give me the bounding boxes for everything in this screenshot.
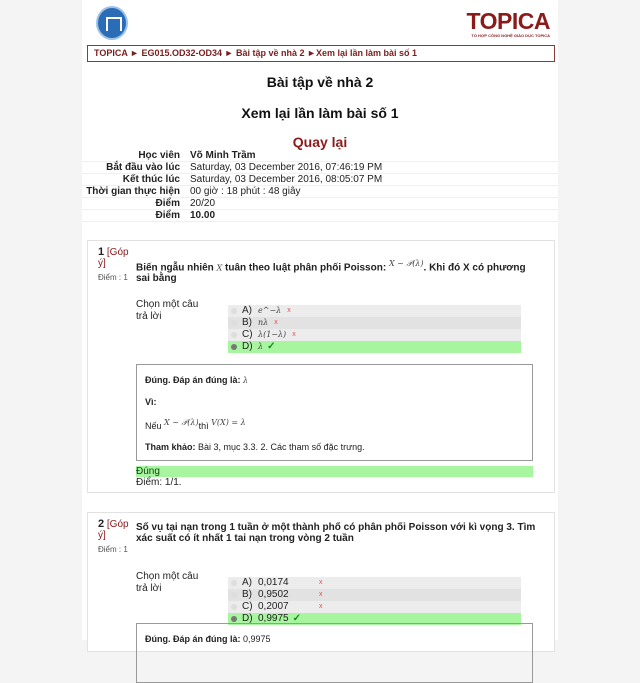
option-a[interactable]: A) e^−λ x — [228, 305, 521, 317]
question-1: 1 [Góp ý] Điểm : 1 Biến ngẫu nhiên X tuân theo luật phân phối Poisson: $^{X \sim 𝒫(\lambda)}$. Khi đó X có phương sai bằng Chọn một câu trả lời A) e^−λ x B) nλ x C) λ(1−λ) x D) λ ✓ Đúng. Đáp án đúng là: λ Vì: Nếu $^{X \sim 𝒫(\lambda)}$thì $^{V(X) = \lambda}$ Tham khảo: Bài 3, mục 3.3. 2. Các tham số đặc trưng. Đúng Điểm: 1/1. — [87, 240, 555, 493]
wrong-icon: x — [319, 603, 323, 610]
question-text: Số vụ tại nạn trong 1 tuần ở một thành phố có phân phối Poisson với kì vọng 3. Tìm xác suất có ít nhất 1 tai nạn trong vòng 2 tuần — [136, 522, 536, 544]
wrong-icon: x — [287, 307, 291, 314]
feedback-box: Đúng. Đáp án đúng là: λ Vì: Nếu $^{X \sim 𝒫(\lambda)}$thì $^{V(X) = \lambda}$ Tham khảo: Bài 3, mục 3.3. 2. Các tham số đặc trưng. — [136, 364, 533, 461]
university-logo — [96, 6, 128, 40]
option-d-selected[interactable]: D) λ ✓ — [228, 341, 521, 353]
answer-options — [228, 577, 521, 625]
breadcrumb-link[interactable]: TOPICA — [94, 48, 128, 58]
radio[interactable] — [231, 320, 237, 326]
option-c[interactable]: C) λ(1−λ) x — [228, 329, 521, 341]
option-b[interactable]: B) nλ x — [228, 317, 521, 329]
option-c[interactable]: C) 0,2007 x — [228, 601, 521, 613]
back-link[interactable]: Quay lại — [292, 134, 348, 150]
page-title: Bài tập về nhà 2 — [266, 74, 374, 90]
radio[interactable] — [231, 332, 237, 338]
status-correct: Đúng — [136, 466, 533, 477]
topica-logo[interactable]: TOPICA TỔ HỢP CÔNG NGHỆ GIÁO DỤC TOPICA — [466, 8, 550, 38]
wrong-icon: x — [319, 579, 323, 586]
check-icon: ✓ — [292, 613, 301, 624]
breadcrumb-link[interactable]: EG015.OD32-OD34 — [141, 48, 223, 58]
page — [82, 0, 558, 644]
feedback-link[interactable]: [Góp ý] — [98, 519, 129, 541]
wrong-icon: x — [292, 331, 296, 338]
radio[interactable] — [231, 308, 237, 314]
wrong-icon: x — [274, 319, 278, 326]
breadcrumb: TOPICA ► EG015.OD32-OD34 ► Bài tập về nhà 2 ►Xem lại lần làm bài số 1 — [87, 45, 555, 62]
question-score: Điểm: 1/1. — [136, 477, 182, 488]
option-d-selected[interactable]: D) 0,9975 ✓ — [228, 613, 521, 625]
attempt-info-table: Học viên Võ Minh Trầm Bắt đầu vào lúc Saturday, 03 December 2016, 07:46:19 PM Kết thúc lúc Saturday, 03 December 2016, 08:05:07 PM Thời gian thực hiện 00 giờ : 18 phút : 48 giây Điểm 20/20 Điểm 10.00 — [82, 150, 558, 222]
wrong-icon: x — [319, 591, 323, 598]
page-subtitle: Xem lại lần làm bài số 1 — [241, 105, 399, 121]
check-icon: ✓ — [267, 341, 276, 352]
breadcrumb-current: Xem lại lần làm bài số 1 — [315, 48, 417, 58]
option-a[interactable]: A) 0,0174 x — [228, 577, 521, 589]
feedback-box: Đúng. Đáp án đúng là: 0,9975 — [136, 623, 533, 683]
feedback-link[interactable]: [Góp ý] — [98, 247, 129, 269]
question-2: 2 [Góp ý] Điểm : 1 Số vụ tại nạn trong 1 tuần ở một thành phố có phân phối Poisson với kì vọng 3. Tìm xác suất có ít nhất 1 tai nạn trong vòng 2 tuần Chọn một câu trả lời A) 0,0174 x B) 0,9502 x C) 0,2007 x D) 0,9975 ✓ Đúng. Đáp án đúng là: 0,9975 — [87, 512, 555, 652]
answer-options — [228, 305, 521, 353]
breadcrumb-link[interactable]: Bài tập về nhà 2 — [235, 48, 305, 58]
question-text: Biến ngẫu nhiên X tuân theo luật phân phối Poisson: $^{X \sim 𝒫(\lambda)}$. Khi đó X có phương sai bằng — [136, 259, 526, 285]
option-b[interactable]: B) 0,9502 x — [228, 589, 521, 601]
radio-checked[interactable] — [231, 344, 237, 350]
